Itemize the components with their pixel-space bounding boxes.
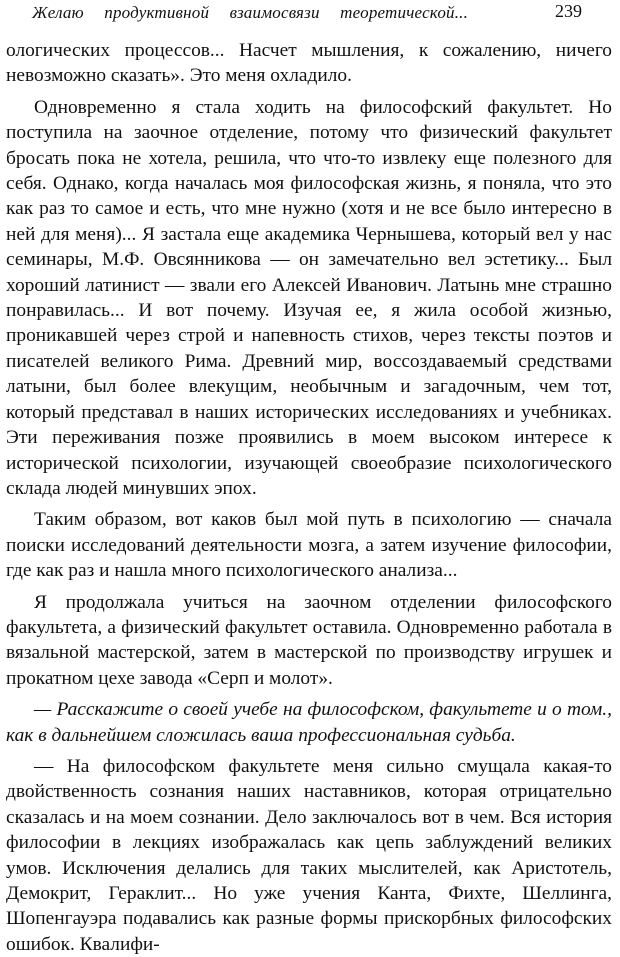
paragraph-continuation: ологических процессов... Насчет мышления, к сожалению, ничего невозможно сказать». Это меня охладило. <box>6 40 612 87</box>
interview-question: — Расскажите о своей учебе на философском, факультете и о том., как в дальнейшем сложилась ваша профессиональная судьба. <box>6 699 612 746</box>
page-number: 239 <box>555 1 582 21</box>
running-header <box>6 0 612 36</box>
paragraph-path-to-psychology: Таким образом, вот каков был мой путь в психологию — сначала поиски исследований деятельности мозга, а затем изучение философии, где как раз и нашла много психологического анализа... <box>6 509 612 582</box>
page-body <box>6 38 612 957</box>
paragraph-philosophy-faculty: Одновременно я стала ходить на философский факультет. Но поступила на заочное отделение, потому что физический факультет бросать пока не хотела, решила, что что-то извлеку еще полезного для себя. Однако, когда началась моя философская жизнь, я поняла, что это как раз то самое и есть, что мне нужно (хотя и не все было интересно в ней для меня)... Я застала еще академика Чернышева, который вел у нас семинары, М.Ф. Овсянникова — он замечательно вел эстетику... Был хороший латинист — звали его Алексей Иванович. Латынь мне страшно понравилась... И вот почему. Изучая ее, я жила особой жизнью, проникавшей через строй и напевность стихов, через тексты поэтов и писателей великого Рима. Древний мир, воссоздаваемый средствами латыни, был более влекущим, необычным и загадочным, чем тот, который представал в наших исторических исследованиях и учебниках. Эти переживания позже проявились в моем высоком интересе к исторической психологии, изучающей своеобразие психологического склада людей минувших эпох. <box>6 96 612 499</box>
paragraph-studies-and-work: Я продолжала учиться на заочном отделении философского факультета, а физический факультет оставила. Одновременно работала в вязальной мастерской, затем в мастерской по производству игрушек и прокатном цехе завода «Серп и молот». <box>6 591 612 689</box>
running-title: Желаю продуктивной взаимосвязи теоретической... <box>32 3 469 22</box>
paragraph-answer: — На философском факультете меня сильно смущала какая-то двойственность сознания наших наставников, которая отрицательно сказалась и на моем сознании. Дело заключалось вот в чем. Вся история философии в лекциях изображалась как цепь заблуждений великих умов. Исключения делались для таких мыслителей, как Аристотель, Демокрит, Гераклит... Но уже учения Канта, Фихте, Шеллинга, Шопенгауэра подавались как разные формы прискорбных философских ошибок. Квалифи- <box>6 755 612 955</box>
